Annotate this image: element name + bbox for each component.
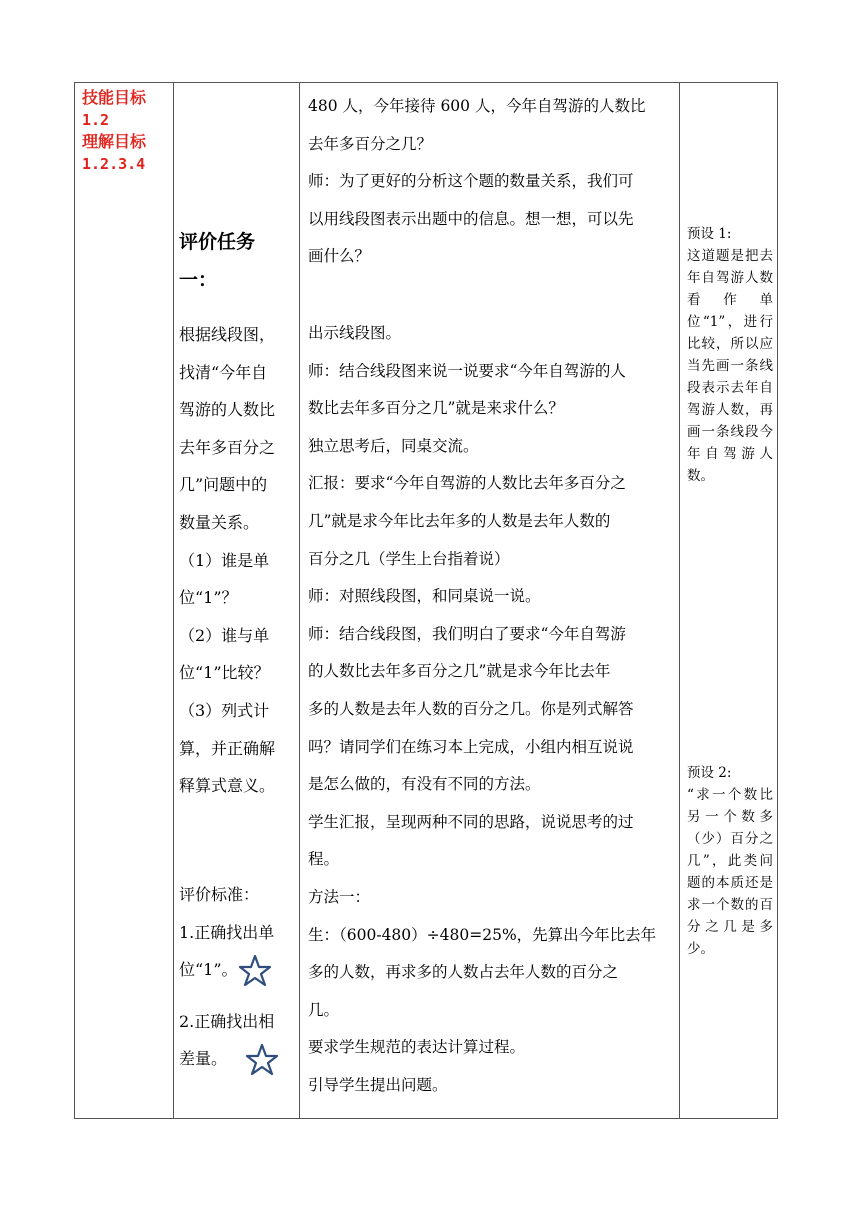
goal-number-skill: 1.2 xyxy=(82,111,110,129)
process-line: 数比去年多百分之几”就是来求什么？ xyxy=(308,399,564,418)
task-line: （1）谁是单 xyxy=(179,550,270,570)
task-description xyxy=(179,316,295,805)
goals-column xyxy=(75,83,173,1118)
process-column xyxy=(299,83,679,1118)
preset-1-title: 预设 1: xyxy=(687,226,732,242)
process-line: 师：对照线段图，和同桌说一说。 xyxy=(308,587,541,606)
preset-2-title: 预设 2: xyxy=(687,765,732,781)
process-line: 几。 xyxy=(308,1000,340,1019)
process-line: 的人数比去年多百分之几”就是求今年比去年 xyxy=(308,662,611,681)
process-line: 要求学生规范的表达计算过程。 xyxy=(308,1038,526,1057)
star-outline-icon xyxy=(238,954,272,988)
criterion-2-line: 2.正确找出相 xyxy=(179,1011,275,1031)
task-line: 数量关系。 xyxy=(179,512,260,532)
process-line: 引导学生提出问题。 xyxy=(308,1075,448,1094)
preset-2-body: “求一个数比另一个数多（少）百分之几”，此类问题的本质还是求一个数的百分之几是多少。 xyxy=(687,787,773,957)
process-line: 师：结合线段图，我们明白了要求“今年自驾游 xyxy=(308,624,626,643)
process-line: 独立思考后，同桌交流。 xyxy=(308,436,479,455)
star-outline-icon xyxy=(245,1043,279,1077)
criterion-1-line: 1.正确找出单 xyxy=(179,922,275,942)
process-line: 吗？请同学们在练习本上完成，小组内相互说说 xyxy=(308,737,634,756)
criteria-label: 评价标准： xyxy=(179,885,260,904)
task-line: （3）列式计 xyxy=(179,700,270,720)
task-line: 驾游的人数比 xyxy=(179,400,276,420)
task-title-line: 一： xyxy=(179,268,218,291)
notes-column xyxy=(679,83,779,1118)
process-line: 是怎么做的，有没有不同的方法。 xyxy=(308,775,541,794)
process-block-1 xyxy=(308,88,673,276)
process-line: 百分之几（学生上台指着说） xyxy=(308,549,510,568)
task-line: 找清“今年自 xyxy=(179,362,268,382)
process-block-2 xyxy=(308,315,673,1104)
process-line: 师：结合线段图来说一说要求“今年自驾游的人 xyxy=(308,361,626,380)
preset-2 xyxy=(687,762,773,960)
criterion-2-line: 差量。 xyxy=(179,1040,295,1078)
task-title-line: 评价任务 xyxy=(179,231,256,253)
process-line: 生：（600-480）÷480=25%，先算出今年比去年 xyxy=(308,925,657,944)
process-line: 程。 xyxy=(308,850,340,869)
task-line: 释算式意义。 xyxy=(179,776,276,796)
process-line: 多的人数，再求多的人数占去年人数的百分之 xyxy=(308,963,619,982)
criteria-block xyxy=(179,876,295,1078)
process-line: 学生汇报，呈现两种不同的思路，说说思考的过 xyxy=(308,812,634,831)
process-line: 几”就是求今年比去年多的人数是去年人数的 xyxy=(308,511,611,530)
task-line: 位“1”比较？ xyxy=(179,663,270,683)
process-line: 480 人，今年接待 600 人，今年自驾游的人数比 xyxy=(308,97,646,115)
task-title xyxy=(179,224,295,299)
task-line: 几”问题中的 xyxy=(179,475,268,495)
criterion-1-line: 位“1”。 xyxy=(179,951,295,989)
task-line: （2）谁与单 xyxy=(179,625,270,645)
task-line: 去年多百分之 xyxy=(179,437,276,457)
task-line: 根据线段图， xyxy=(179,325,276,344)
goal-label-skill: 技能目标 xyxy=(82,88,147,107)
task-line: 算，并正确解 xyxy=(179,738,276,758)
assessment-column xyxy=(173,83,299,1118)
lesson-table xyxy=(74,82,778,1119)
task-line: 位“1”？ xyxy=(179,588,238,608)
process-line: 多的人数是去年人数的百分之几。你是列式解答 xyxy=(308,699,634,718)
preset-1 xyxy=(687,223,773,487)
goal-label-understanding: 理解目标 xyxy=(82,132,147,151)
process-line: 画什么？ xyxy=(308,247,371,266)
process-line: 出示线段图。 xyxy=(308,324,402,342)
preset-1-body: 这道题是把去年自驾游人数看作单位“1”，进行比较，所以应当先画一条线段表示去年自驾游人数，再画一条线段今年自驾游人数。 xyxy=(687,248,773,484)
process-line: 汇报：要求“今年自驾游的人数比去年多百分之 xyxy=(308,474,626,493)
process-line: 去年多百分之几？ xyxy=(308,134,433,153)
process-line: 师：为了更好的分析这个题的数量关系，我们可 xyxy=(308,172,634,191)
process-line: 方法一： xyxy=(308,887,371,906)
goal-number-understanding: 1.2.3.4 xyxy=(82,155,146,173)
process-line: 以用线段图表示出题中的信息。想一想，可以先 xyxy=(308,209,634,228)
